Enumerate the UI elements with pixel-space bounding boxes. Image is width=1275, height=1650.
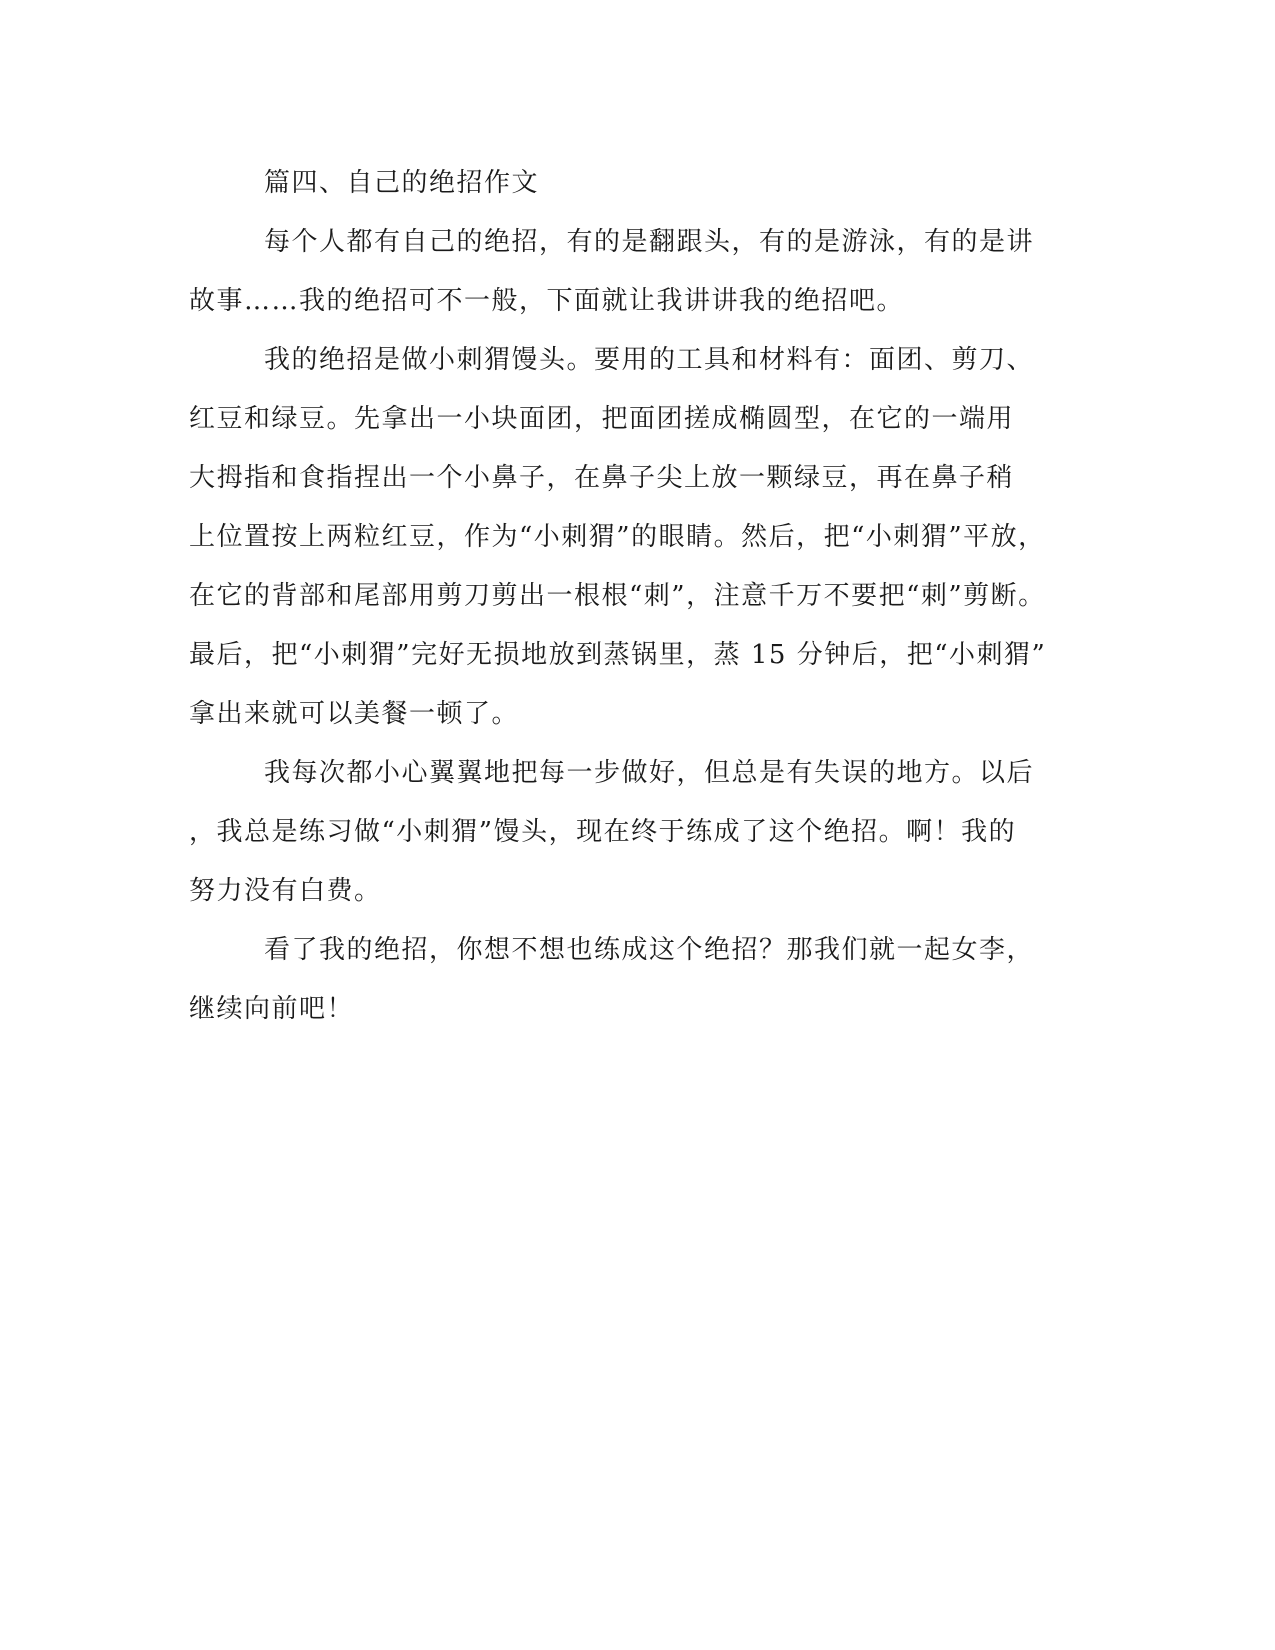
paragraph-2-line-1: 我的绝招是做小刺猬馒头。要用的工具和材料有：面团、剪刀、	[264, 345, 1035, 375]
paragraph-3-line-1: 我每次都小心翼翼地把每一步做好，但总是有失误的地方。以后	[264, 758, 1035, 788]
paragraph-2-line-4: 上位置按上两粒红豆，作为“小刺猬”的眼睛。然后，把“小刺猬”平放，	[189, 522, 1046, 552]
paragraph-3-line-2: ，我总是练习做“小刺猬”馒头，现在终于练成了这个绝招。啊！我的	[189, 817, 1017, 847]
paragraph-4-line-2: 继续向前吧！	[189, 994, 355, 1024]
essay-title: 篇四、自己的绝招作文	[264, 168, 540, 198]
paragraph-2-line-6: 最后，把“小刺猬”完好无损地放到蒸锅里，蒸 15 分钟后，把“小刺猬”	[189, 640, 1047, 670]
paragraph-1-line-1: 每个人都有自己的绝招，有的是翻跟头，有的是游泳，有的是讲	[264, 227, 1035, 257]
paragraph-4-line-1: 看了我的绝招，你想不想也练成这个绝招？那我们就一起女李，	[264, 935, 1035, 965]
paragraph-2-line-3: 大拇指和食指捏出一个小鼻子，在鼻子尖上放一颗绿豆，再在鼻子稍	[189, 463, 1015, 493]
paragraph-2-line-2: 红豆和绿豆。先拿出一小块面团，把面团搓成椭圆型，在它的一端用	[189, 404, 1015, 434]
paragraph-2-line-5: 在它的背部和尾部用剪刀剪出一根根“刺”，注意千万不要把“刺”剪断。	[189, 581, 1046, 611]
paragraph-2-line-7: 拿出来就可以美餐一顿了。	[189, 699, 520, 729]
paragraph-1-line-2: 故事……我的绝招可不一般，下面就让我讲讲我的绝招吧。	[189, 286, 905, 316]
paragraph-3-line-3: 努力没有白费。	[189, 876, 382, 906]
